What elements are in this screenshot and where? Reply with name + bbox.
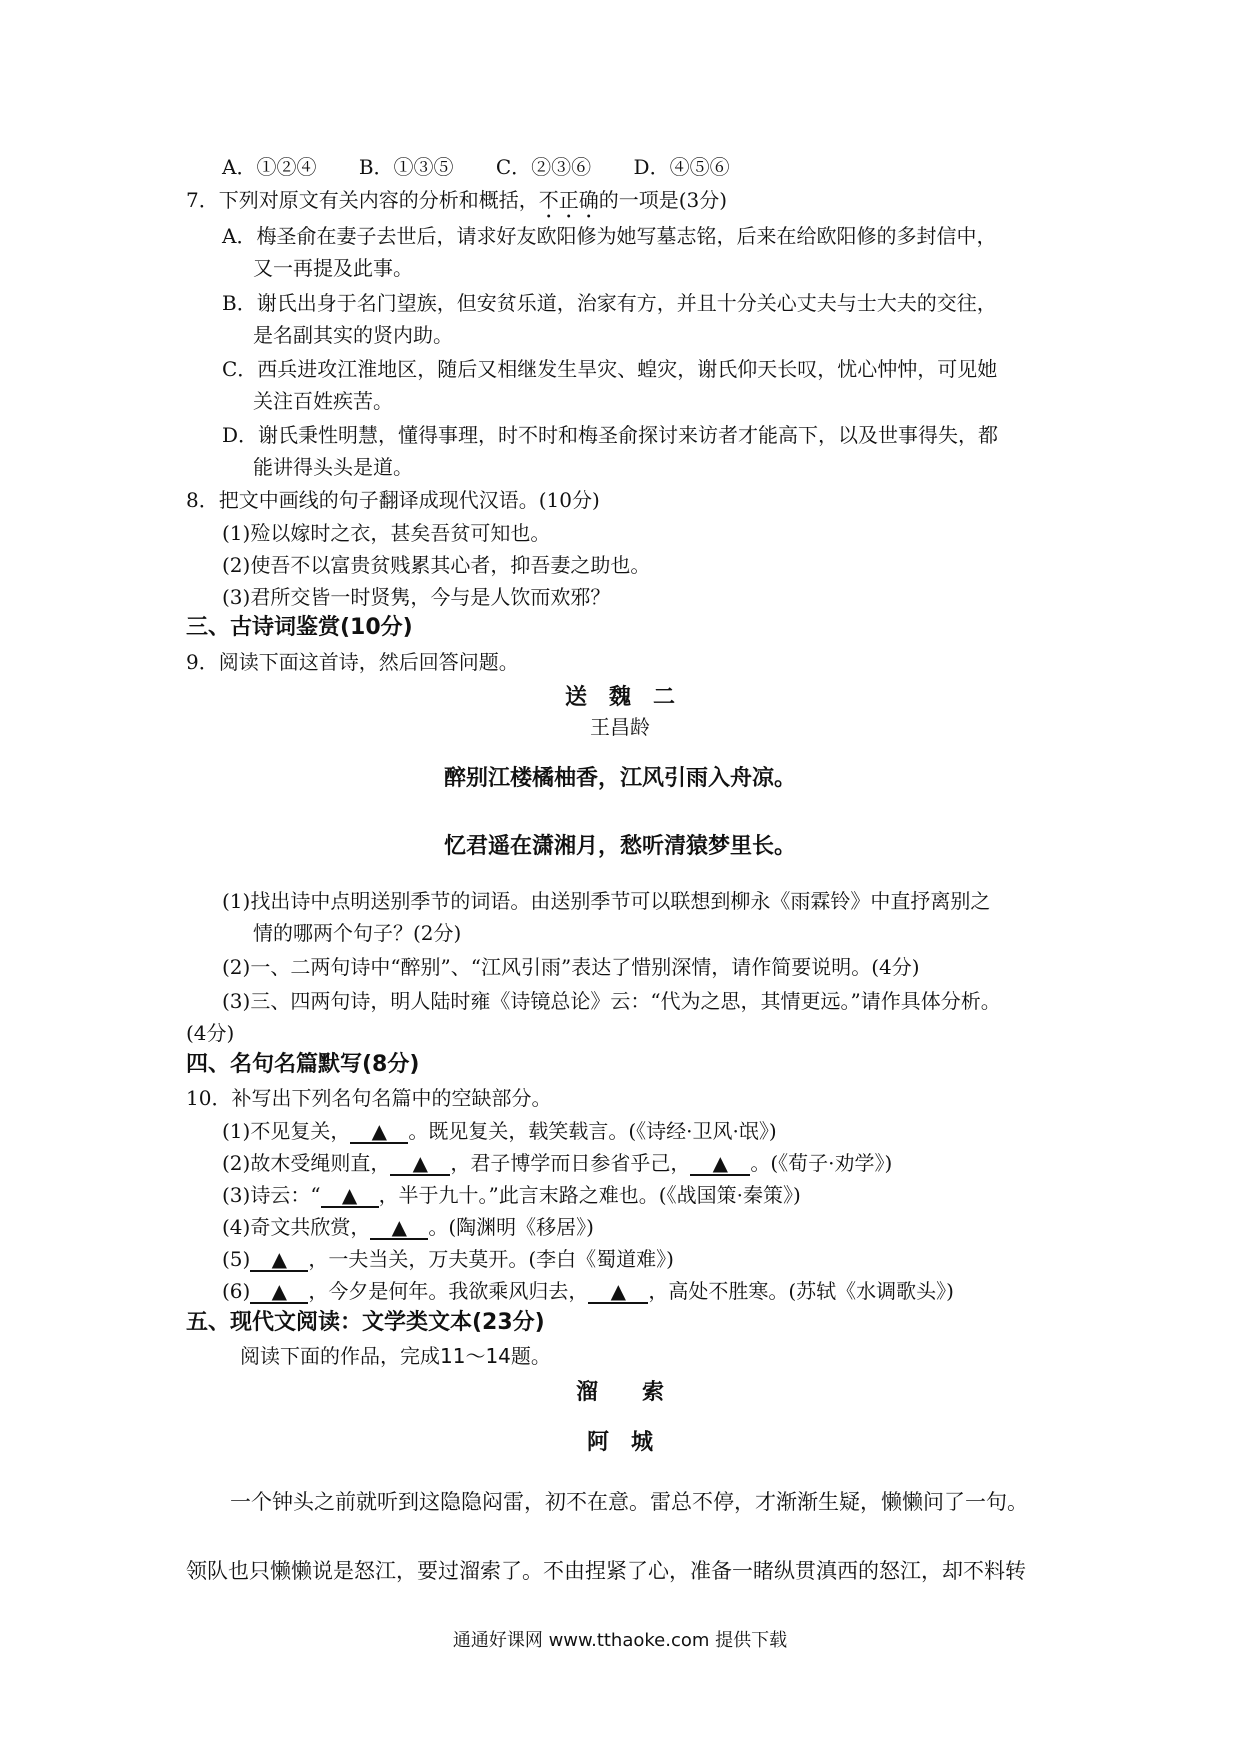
answer-blank[interactable]: ▲ bbox=[350, 1120, 408, 1144]
q9-item-1-line2: 情的哪两个句子？(2分) bbox=[253, 921, 462, 945]
poem-line-2: 忆君遥在潇湘月，愁听清猿梦里长。 bbox=[443, 834, 796, 859]
q10-2-text-a: (2)故木受绳则直， bbox=[222, 1151, 391, 1175]
q7-option-b-line2: 是名副其实的贤内助。 bbox=[253, 323, 453, 347]
poem-line-1: 醉别江楼橘柚香，江风引雨入舟凉。 bbox=[443, 766, 796, 791]
answer-blank[interactable]: ▲ bbox=[250, 1248, 308, 1272]
answer-blank[interactable]: ▲ bbox=[588, 1280, 648, 1304]
q6-options bbox=[222, 153, 766, 181]
q9-item-3-line2: (4分) bbox=[186, 1021, 235, 1045]
q6-option-d: D．④⑤⑥ bbox=[633, 155, 730, 179]
q10-5-text-b: ，一夫当关，万夫莫开。(李白《蜀道难》) bbox=[308, 1247, 674, 1271]
section-5-heading: 五、现代文阅读：文学类文本(23分) bbox=[186, 1310, 545, 1335]
q10-item-1 bbox=[222, 1117, 777, 1145]
q6-option-a: A．①②④ bbox=[222, 155, 317, 179]
q10-1-text-a: (1)不见复关， bbox=[222, 1119, 351, 1143]
q7-option-d-line1: D．谢氏秉性明慧，懂得事理，时不时和梅圣俞探讨来访者才能高下，以及世事得失，都 bbox=[222, 423, 999, 447]
q10-6-text-a: (6) bbox=[222, 1279, 251, 1303]
answer-blank[interactable]: ▲ bbox=[321, 1184, 379, 1208]
answer-blank[interactable]: ▲ bbox=[370, 1216, 428, 1240]
q10-2-text-b: ，君子博学而日参省乎己， bbox=[450, 1151, 691, 1175]
poem-author: 王昌龄 bbox=[590, 715, 650, 739]
footer-download-note: 通通好课网 www.tthaoke.com 提供下载 bbox=[452, 1630, 788, 1651]
answer-blank[interactable]: ▲ bbox=[250, 1280, 308, 1304]
q10-3-text-a: (3)诗云：“ bbox=[222, 1183, 321, 1207]
q10-3-text-b: ，半于九十。”此言末路之难也。(《战国策·秦策》) bbox=[378, 1183, 801, 1207]
q10-item-5 bbox=[222, 1245, 674, 1273]
q7-stem bbox=[186, 186, 727, 223]
story-paragraph-1: 一个钟头之前就听到这隐隐闷雷，初不在意。雷总不停，才渐渐生疑，懒懒问了一句。 bbox=[230, 1490, 1028, 1514]
q10-6-text-c: ，高处不胜寒。(苏轼《水调歌头》) bbox=[648, 1279, 954, 1303]
q10-1-text-b: 。既见复关，载笑载言。(《诗经·卫风·氓》) bbox=[408, 1119, 777, 1143]
q8-item-2: (2)使吾不以富贵贫贱累其心者，抑吾妻之助也。 bbox=[222, 553, 651, 577]
section-4-heading: 四、名句名篇默写(8分) bbox=[186, 1052, 420, 1077]
q8-stem: 8．把文中画线的句子翻译成现代汉语。(10分) bbox=[186, 488, 600, 512]
q7-option-b-line1: B．谢氏出身于名门望族，但安贫乐道，治家有方，并且十分关心丈夫与士大夫的交往， bbox=[222, 291, 997, 315]
q7-stem-points: 的一项是(3分) bbox=[598, 188, 728, 212]
q9-item-2: (2)一、二两句诗中“醉别”、“江风引雨”表达了惜别深情，请作简要说明。(4分) bbox=[222, 955, 920, 979]
q10-item-3 bbox=[222, 1181, 801, 1209]
q10-4-text-b: 。(陶渊明《移居》) bbox=[428, 1215, 594, 1239]
q10-intro: 10．补写出下列名句名篇中的空缺部分。 bbox=[186, 1086, 552, 1110]
q7-option-c-line1: C．西兵进攻江淮地区，随后又相继发生旱灾、蝗灾，谢氏仰天长叹，忧心忡忡，可见她 bbox=[222, 357, 998, 381]
q8-item-3: (3)君所交皆一时贤隽，今与是人饮而欢邪？ bbox=[222, 585, 611, 609]
q10-item-6 bbox=[222, 1277, 954, 1305]
q9-intro: 9．阅读下面这首诗，然后回答问题。 bbox=[186, 650, 519, 674]
answer-blank[interactable]: ▲ bbox=[390, 1152, 450, 1176]
q7-stem-text: 7．下列对原文有关内容的分析和概括， bbox=[186, 188, 539, 212]
story-paragraph-2: 领队也只懒懒说是怒江，要过溜索了。不由捏紧了心，准备一睹纵贯滇西的怒江，却不料转 bbox=[186, 1559, 1026, 1583]
q9-item-3-line1: (3)三、四两句诗，明人陆时雍《诗镜总论》云：“代为之思，其情更远。”请作具体分析。 bbox=[222, 989, 1001, 1013]
q8-item-1: (1)殓以嫁时之衣，甚矣吾贫可知也。 bbox=[222, 521, 551, 545]
q11-14-intro: 阅读下面的作品，完成11～14题。 bbox=[240, 1344, 551, 1368]
q10-4-text-a: (4)奇文共欣赏， bbox=[222, 1215, 371, 1239]
q10-item-4 bbox=[222, 1213, 594, 1241]
q9-item-1-line1: (1)找出诗中点明送别季节的词语。由送别季节可以联想到柳永《雨霖铃》中直抒离别之 bbox=[222, 889, 991, 913]
q7-option-a-line1: A．梅圣俞在妻子去世后，请求好友欧阳修为她写墓志铭，后来在给欧阳修的多封信中， bbox=[222, 224, 997, 248]
q6-option-b: B．①③⑤ bbox=[358, 155, 454, 179]
q6-option-c: C．②③⑥ bbox=[495, 155, 592, 179]
story-title: 溜 索 bbox=[575, 1379, 664, 1405]
q7-option-c-line2: 关注百姓疾苦。 bbox=[253, 389, 393, 413]
q7-emphasis: 不正确 bbox=[538, 188, 599, 212]
q10-item-2 bbox=[222, 1149, 892, 1177]
q7-option-a-line2: 又一再提及此事。 bbox=[253, 256, 413, 280]
answer-blank[interactable]: ▲ bbox=[690, 1152, 750, 1176]
q10-6-text-b: ，今夕是何年。我欲乘风归去， bbox=[308, 1279, 589, 1303]
q7-option-d-line2: 能讲得头头是道。 bbox=[253, 455, 413, 479]
q10-5-text-a: (5) bbox=[222, 1247, 251, 1271]
section-3-heading: 三、古诗词鉴赏(10分) bbox=[186, 615, 413, 640]
story-author: 阿 城 bbox=[586, 1429, 653, 1455]
poem-title: 送 魏 二 bbox=[564, 684, 675, 710]
q10-2-text-c: 。(《荀子·劝学》) bbox=[750, 1151, 893, 1175]
